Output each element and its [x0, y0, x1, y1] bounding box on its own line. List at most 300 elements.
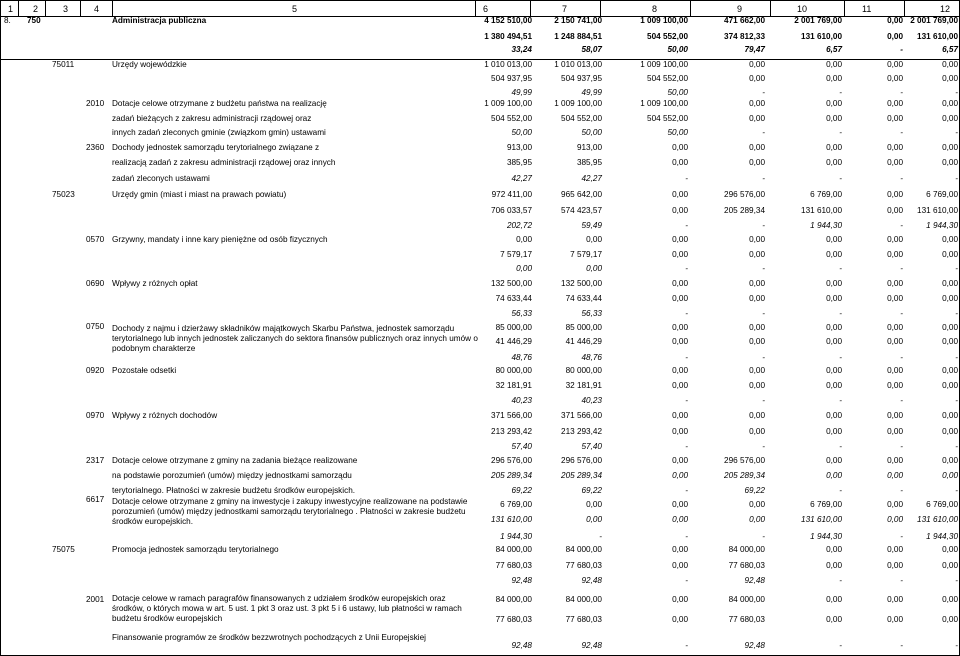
value-cell: 504 552,00 — [647, 114, 688, 123]
value-cell: 131 610,00 — [801, 515, 842, 524]
value-cell: - — [900, 128, 903, 137]
value-cell: 0,00 — [826, 427, 842, 436]
header-col-divider — [80, 0, 81, 17]
value-cell: 0,00 — [672, 279, 688, 288]
value-cell: 0,00 — [749, 114, 765, 123]
value-cell: 205 289,34 — [491, 471, 532, 480]
value-cell: 6 769,00 — [500, 500, 532, 509]
value-cell: 49,99 — [581, 88, 602, 97]
value-cell: 77 680,03 — [728, 561, 765, 570]
value-cell: 1 944,30 — [926, 221, 958, 230]
value-cell: 84 000,00 — [728, 545, 765, 554]
value-cell: 0,00 — [826, 323, 842, 332]
value-cell: - — [685, 396, 688, 405]
value-cell: - — [839, 641, 842, 650]
value-cell: 0,00 — [826, 471, 842, 480]
value-cell: 965 642,00 — [561, 190, 602, 199]
value-cell: 471 662,00 — [724, 16, 765, 25]
row-description: Promocja jednostek samorządu terytorialnego — [112, 545, 279, 554]
value-cell: 0,00 — [672, 471, 688, 480]
value-cell: - — [955, 486, 958, 495]
value-cell: 202,72 — [506, 221, 532, 230]
value-cell: 0,00 — [942, 250, 958, 259]
value-cell: 0,00 — [942, 561, 958, 570]
value-cell: 84 000,00 — [495, 595, 532, 604]
value-cell: 205 289,34 — [724, 471, 765, 480]
value-cell: 0,00 — [942, 471, 958, 480]
value-cell: - — [762, 264, 765, 273]
header-col-divider — [475, 0, 476, 17]
value-cell: 0,00 — [672, 323, 688, 332]
value-cell: - — [839, 486, 842, 495]
header-top-line — [0, 0, 960, 1]
value-cell: - — [685, 486, 688, 495]
value-cell: 0,00 — [826, 74, 842, 83]
value-cell: 0,00 — [826, 279, 842, 288]
value-cell: 0,00 — [672, 595, 688, 604]
value-cell: 0,00 — [887, 294, 903, 303]
value-cell: 131 610,00 — [917, 515, 958, 524]
value-cell: 504 552,00 — [647, 32, 688, 41]
header-col-divider — [112, 0, 113, 17]
value-cell: - — [685, 221, 688, 230]
value-cell: - — [955, 442, 958, 451]
value-cell: - — [762, 442, 765, 451]
header-col-label: 11 — [862, 4, 872, 14]
value-cell: 371 566,00 — [491, 411, 532, 420]
value-cell: - — [955, 128, 958, 137]
row-description: Dotacje celowe otrzymane z budżetu państwa na realizację — [112, 99, 327, 108]
value-cell: - — [762, 174, 765, 183]
value-cell: - — [685, 353, 688, 362]
value-cell: - — [900, 532, 903, 541]
value-cell: 296 576,00 — [724, 190, 765, 199]
value-cell: 1 944,30 — [810, 221, 842, 230]
value-cell: 0,00 — [887, 279, 903, 288]
value-cell: - — [900, 486, 903, 495]
value-cell: - — [900, 45, 903, 54]
row-description: Administracja publiczna — [112, 16, 207, 25]
value-cell: 42,27 — [581, 174, 602, 183]
value-cell: - — [685, 309, 688, 318]
value-cell: 0,00 — [887, 456, 903, 465]
value-cell: - — [762, 353, 765, 362]
value-cell: 84 000,00 — [495, 545, 532, 554]
row-description-block: Dotacje celowe otrzymane z gminy na inwestycje i zakupy inwestycyjne realizowane na podstawie porozumień (umów) między jednostkami samorządu terytorialnego . Płatności w zakresie budżetu środków europejskich. — [112, 497, 468, 526]
value-cell: 41 446,29 — [565, 337, 602, 346]
value-cell: 1 009 100,00 — [640, 60, 688, 69]
value-cell: 50,00 — [511, 128, 532, 137]
value-cell: 0,00 — [672, 235, 688, 244]
value-cell: 0,00 — [942, 366, 958, 375]
value-cell: - — [955, 309, 958, 318]
value-cell: - — [955, 264, 958, 273]
value-cell: 0,00 — [942, 74, 958, 83]
row-description: na podstawie porozumień (umów) między jednostkami samorządu — [112, 471, 352, 480]
value-cell: 1 010 013,00 — [484, 60, 532, 69]
value-cell: 1 009 100,00 — [640, 99, 688, 108]
value-cell: 0,00 — [942, 615, 958, 624]
value-cell: 0,00 — [672, 143, 688, 152]
value-cell: 0,00 — [749, 500, 765, 509]
header-col-label: 9 — [737, 4, 743, 14]
value-cell: - — [685, 576, 688, 585]
value-cell: 0,00 — [942, 545, 958, 554]
value-cell: 0,00 — [887, 381, 903, 390]
value-cell: 0,00 — [887, 515, 903, 524]
value-cell: 131 610,00 — [917, 32, 958, 41]
row-description: Grzywny, mandaty i inne kary pieniężne od osób fizycznych — [112, 235, 328, 244]
value-cell: 92,48 — [744, 641, 765, 650]
value-cell: 7 579,17 — [500, 250, 532, 259]
value-cell: 0,00 — [826, 411, 842, 420]
value-cell: - — [599, 532, 602, 541]
value-cell: - — [900, 221, 903, 230]
row-description: realizacją zadań z zakresu administracji rządowej oraz innych — [112, 158, 336, 167]
paragraph-code: 0750 — [86, 322, 105, 331]
value-cell: 0,00 — [672, 615, 688, 624]
value-cell: - — [839, 396, 842, 405]
value-cell: 6 769,00 — [810, 500, 842, 509]
value-cell: 6 769,00 — [926, 500, 958, 509]
value-cell: - — [900, 309, 903, 318]
value-cell: 0,00 — [672, 366, 688, 375]
header-col-label: 8 — [652, 4, 658, 14]
value-cell: 56,33 — [581, 309, 602, 318]
paragraph-code: 2360 — [86, 143, 105, 152]
value-cell: 0,00 — [942, 337, 958, 346]
value-cell: - — [900, 442, 903, 451]
value-cell: - — [955, 174, 958, 183]
value-cell: 0,00 — [887, 595, 903, 604]
value-cell: 0,00 — [887, 235, 903, 244]
value-cell: 0,00 — [942, 143, 958, 152]
chapter-code: 75023 — [52, 190, 75, 199]
value-cell: 0,00 — [826, 456, 842, 465]
value-cell: 374 812,33 — [724, 32, 765, 41]
chapter-code: 75075 — [52, 545, 75, 554]
value-cell: 84 000,00 — [565, 595, 602, 604]
value-cell: 205 289,34 — [561, 471, 602, 480]
value-cell: 132 500,00 — [561, 279, 602, 288]
value-cell: 0,00 — [942, 323, 958, 332]
value-cell: 42,27 — [511, 174, 532, 183]
value-cell: - — [839, 88, 842, 97]
value-cell: 2 001 769,00 — [910, 16, 958, 25]
value-cell: 0,00 — [586, 500, 602, 509]
value-cell: 0,00 — [749, 515, 765, 524]
value-cell: 50,00 — [581, 128, 602, 137]
value-cell: 0,00 — [887, 114, 903, 123]
value-cell: 385,95 — [576, 158, 602, 167]
paragraph-code: 0570 — [86, 235, 105, 244]
value-cell: 0,00 — [826, 545, 842, 554]
value-cell: 77 680,03 — [728, 615, 765, 624]
value-cell: 1 944,30 — [810, 532, 842, 541]
value-cell: - — [839, 576, 842, 585]
value-cell: 74 633,44 — [495, 294, 532, 303]
value-cell: 32 181,91 — [565, 381, 602, 390]
header-col-label: 12 — [940, 4, 951, 14]
value-cell: 0,00 — [826, 250, 842, 259]
value-cell: 213 293,42 — [491, 427, 532, 436]
value-cell: - — [955, 88, 958, 97]
value-cell: 77 680,03 — [565, 561, 602, 570]
value-cell: 1 010 013,00 — [554, 60, 602, 69]
value-cell: 0,00 — [887, 615, 903, 624]
value-cell: 0,00 — [826, 294, 842, 303]
value-cell: 92,48 — [581, 576, 602, 585]
row-description-block: Finansowanie programów ze środków bezzwrotnych pochodzących z Unii Europejskiej — [112, 633, 427, 642]
value-cell: 6 769,00 — [810, 190, 842, 199]
value-cell: 0,00 — [749, 381, 765, 390]
row-description: innych zadań zleconych gminie (związkom gmin) ustawami — [112, 128, 326, 137]
value-cell: 0,00 — [749, 99, 765, 108]
value-cell: 0,00 — [826, 114, 842, 123]
value-cell: 6 769,00 — [926, 190, 958, 199]
value-cell: - — [900, 264, 903, 273]
value-cell: 0,00 — [826, 595, 842, 604]
value-cell: 0,00 — [672, 427, 688, 436]
value-cell: 0,00 — [749, 60, 765, 69]
value-cell: 131 610,00 — [801, 206, 842, 215]
row-description: Dochody jednostek samorządu terytorialnego związane z — [112, 143, 320, 152]
value-cell: 0,00 — [749, 235, 765, 244]
value-cell: 0,00 — [942, 411, 958, 420]
row-description: zadań zleconych ustawami — [112, 174, 210, 183]
value-cell: 0,00 — [826, 143, 842, 152]
value-cell: 50,00 — [667, 45, 688, 54]
header-col-divider — [844, 0, 845, 17]
header-col-label: 5 — [292, 4, 298, 14]
value-cell: 0,00 — [887, 143, 903, 152]
paragraph-code: 6617 — [86, 495, 105, 504]
value-cell: - — [955, 641, 958, 650]
value-cell: 59,49 — [581, 221, 602, 230]
value-cell: 0,00 — [887, 545, 903, 554]
value-cell: - — [839, 442, 842, 451]
value-cell: 33,24 — [511, 45, 532, 54]
value-cell: 0,00 — [887, 74, 903, 83]
value-cell: 205 289,34 — [724, 206, 765, 215]
value-cell: - — [955, 576, 958, 585]
value-cell: 77 680,03 — [495, 561, 532, 570]
header-col-divider — [904, 0, 905, 17]
value-cell: 6,57 — [826, 45, 842, 54]
value-cell: 32 181,91 — [495, 381, 532, 390]
value-cell: 0,00 — [672, 561, 688, 570]
value-cell: 80 000,00 — [565, 366, 602, 375]
value-cell: 41 446,29 — [495, 337, 532, 346]
header-col-divider — [45, 0, 46, 17]
value-cell: 0,00 — [887, 323, 903, 332]
value-cell: 0,00 — [672, 411, 688, 420]
value-cell: 0,00 — [942, 595, 958, 604]
value-cell: 80 000,00 — [495, 366, 532, 375]
value-cell: 213 293,42 — [561, 427, 602, 436]
value-cell: 0,00 — [672, 545, 688, 554]
value-cell: 2 001 769,00 — [794, 16, 842, 25]
value-cell: - — [762, 88, 765, 97]
row-number: 8. — [4, 16, 11, 25]
value-cell: 296 576,00 — [724, 456, 765, 465]
row-description: Wpływy z różnych dochodów — [112, 411, 218, 420]
value-cell: - — [839, 174, 842, 183]
value-cell: 92,48 — [581, 641, 602, 650]
value-cell: 0,00 — [749, 279, 765, 288]
value-cell: 79,47 — [744, 45, 765, 54]
value-cell: 0,00 — [942, 381, 958, 390]
value-cell: 296 576,00 — [491, 456, 532, 465]
value-cell: - — [762, 396, 765, 405]
header-col-label: 1 — [8, 4, 14, 14]
value-cell: 0,00 — [887, 32, 903, 41]
section-code: 750 — [27, 16, 41, 25]
value-cell: 48,76 — [511, 353, 532, 362]
value-cell: - — [900, 576, 903, 585]
row-description: Urzędy gmin (miast i miast na prawach powiatu) — [112, 190, 287, 199]
header-col-label: 4 — [94, 4, 100, 14]
value-cell: 48,76 — [581, 353, 602, 362]
value-cell: 296 576,00 — [561, 456, 602, 465]
value-cell: 504 552,00 — [491, 114, 532, 123]
value-cell: 0,00 — [942, 235, 958, 244]
value-cell: - — [685, 174, 688, 183]
header-col-divider — [690, 0, 691, 17]
paragraph-code: 2001 — [86, 595, 105, 604]
value-cell: - — [900, 174, 903, 183]
header-col-divider — [600, 0, 601, 17]
paragraph-code: 0690 — [86, 279, 105, 288]
value-cell: 85 000,00 — [495, 323, 532, 332]
paragraph-code: 0920 — [86, 366, 105, 375]
value-cell: 6,57 — [942, 45, 958, 54]
value-cell: 74 633,44 — [565, 294, 602, 303]
value-cell: 504 552,00 — [561, 114, 602, 123]
value-cell: 913,00 — [576, 143, 602, 152]
value-cell: - — [762, 309, 765, 318]
value-cell: 0,00 — [672, 250, 688, 259]
paragraph-code: 2010 — [86, 99, 105, 108]
value-cell: 69,22 — [511, 486, 532, 495]
value-cell: 0,00 — [749, 74, 765, 83]
value-cell: 0,00 — [826, 366, 842, 375]
value-cell: 0,00 — [672, 190, 688, 199]
value-cell: 0,00 — [887, 60, 903, 69]
value-cell: 0,00 — [942, 427, 958, 436]
value-cell: 0,00 — [942, 279, 958, 288]
value-cell: 0,00 — [672, 456, 688, 465]
value-cell: 1 009 100,00 — [484, 99, 532, 108]
value-cell: 0,00 — [749, 337, 765, 346]
value-cell: 69,22 — [581, 486, 602, 495]
value-cell: 0,00 — [672, 337, 688, 346]
value-cell: 0,00 — [749, 158, 765, 167]
value-cell: 0,00 — [586, 264, 602, 273]
value-cell: 0,00 — [826, 99, 842, 108]
value-cell: 385,95 — [506, 158, 532, 167]
row-description-block: Dotacje celowe w ramach paragrafów finansowanych z udziałem środków europejskich oraz środków, o których mowa w art. 5 ust. 1 pkt 3 oraz ust. 3 pkt 5 i 6 ustawy, lub płatności w ramach budżetu środków europejskich — [112, 594, 462, 623]
paragraph-code: 0970 — [86, 411, 105, 420]
value-cell: 504 552,00 — [647, 74, 688, 83]
value-cell: 0,00 — [942, 158, 958, 167]
header-col-label: 3 — [63, 4, 69, 14]
value-cell: - — [685, 532, 688, 541]
value-cell: 0,00 — [826, 337, 842, 346]
header-col-label: 6 — [483, 4, 489, 14]
header-col-divider — [530, 0, 531, 17]
row-description-block: Dochody z najmu i dzierżawy składników majątkowych Skarbu Państwa, jednostek samorządu terytorialnego lub innych jednostek zaliczanych do sektora finansów publicznych oraz innych umów o podobnym charakterze — [112, 324, 478, 353]
value-cell: 0,00 — [749, 427, 765, 436]
value-cell: 0,00 — [826, 381, 842, 390]
value-cell: 40,23 — [581, 396, 602, 405]
value-cell: 0,00 — [887, 190, 903, 199]
value-cell: 0,00 — [586, 515, 602, 524]
value-cell: - — [685, 442, 688, 451]
row-description: Wpływy z różnych opłat — [112, 279, 198, 288]
value-cell: - — [839, 128, 842, 137]
value-cell: 1 944,30 — [500, 532, 532, 541]
header-col-divider — [18, 0, 19, 17]
value-cell: 0,00 — [672, 158, 688, 167]
chapter-code: 75011 — [52, 60, 75, 69]
value-cell: 0,00 — [672, 515, 688, 524]
value-cell: 50,00 — [667, 128, 688, 137]
value-cell: 0,00 — [672, 500, 688, 509]
value-cell: - — [839, 309, 842, 318]
value-cell: 50,00 — [667, 88, 688, 97]
value-cell: 0,00 — [672, 206, 688, 215]
value-cell: - — [839, 264, 842, 273]
value-cell: 504 937,95 — [561, 74, 602, 83]
value-cell: 504 937,95 — [491, 74, 532, 83]
value-cell: 92,48 — [511, 576, 532, 585]
paragraph-code: 2317 — [86, 456, 105, 465]
value-cell: 0,00 — [887, 337, 903, 346]
value-cell: - — [839, 353, 842, 362]
row-description: zadań bieżących z zakresu administracji rządowej oraz — [112, 114, 312, 123]
header-col-label: 10 — [797, 4, 808, 14]
value-cell: 57,40 — [511, 442, 532, 451]
value-cell: 0,00 — [749, 323, 765, 332]
value-cell: 1 009 100,00 — [640, 16, 688, 25]
value-cell: 56,33 — [511, 309, 532, 318]
value-cell: 0,00 — [826, 561, 842, 570]
value-cell: 0,00 — [887, 99, 903, 108]
header-col-label: 7 — [562, 4, 568, 14]
value-cell: 0,00 — [516, 264, 532, 273]
value-cell: 0,00 — [749, 143, 765, 152]
value-cell: 0,00 — [749, 411, 765, 420]
value-cell: 0,00 — [887, 500, 903, 509]
value-cell: 131 610,00 — [801, 32, 842, 41]
left-border — [0, 0, 1, 656]
value-cell: 0,00 — [887, 427, 903, 436]
value-cell: - — [900, 396, 903, 405]
value-cell: 92,48 — [744, 576, 765, 585]
value-cell: 0,00 — [942, 99, 958, 108]
value-cell: 0,00 — [826, 60, 842, 69]
value-cell: 4 152 510,00 — [484, 16, 532, 25]
value-cell: 0,00 — [826, 235, 842, 244]
value-cell: 574 423,57 — [561, 206, 602, 215]
value-cell: 0,00 — [942, 114, 958, 123]
header-col-label: 2 — [33, 4, 39, 14]
value-cell: 0,00 — [672, 294, 688, 303]
value-cell: 0,00 — [942, 294, 958, 303]
value-cell: 0,00 — [887, 206, 903, 215]
row-description: Dotacje celowe otrzymane z gminy na zadania bieżące realizowane — [112, 456, 358, 465]
